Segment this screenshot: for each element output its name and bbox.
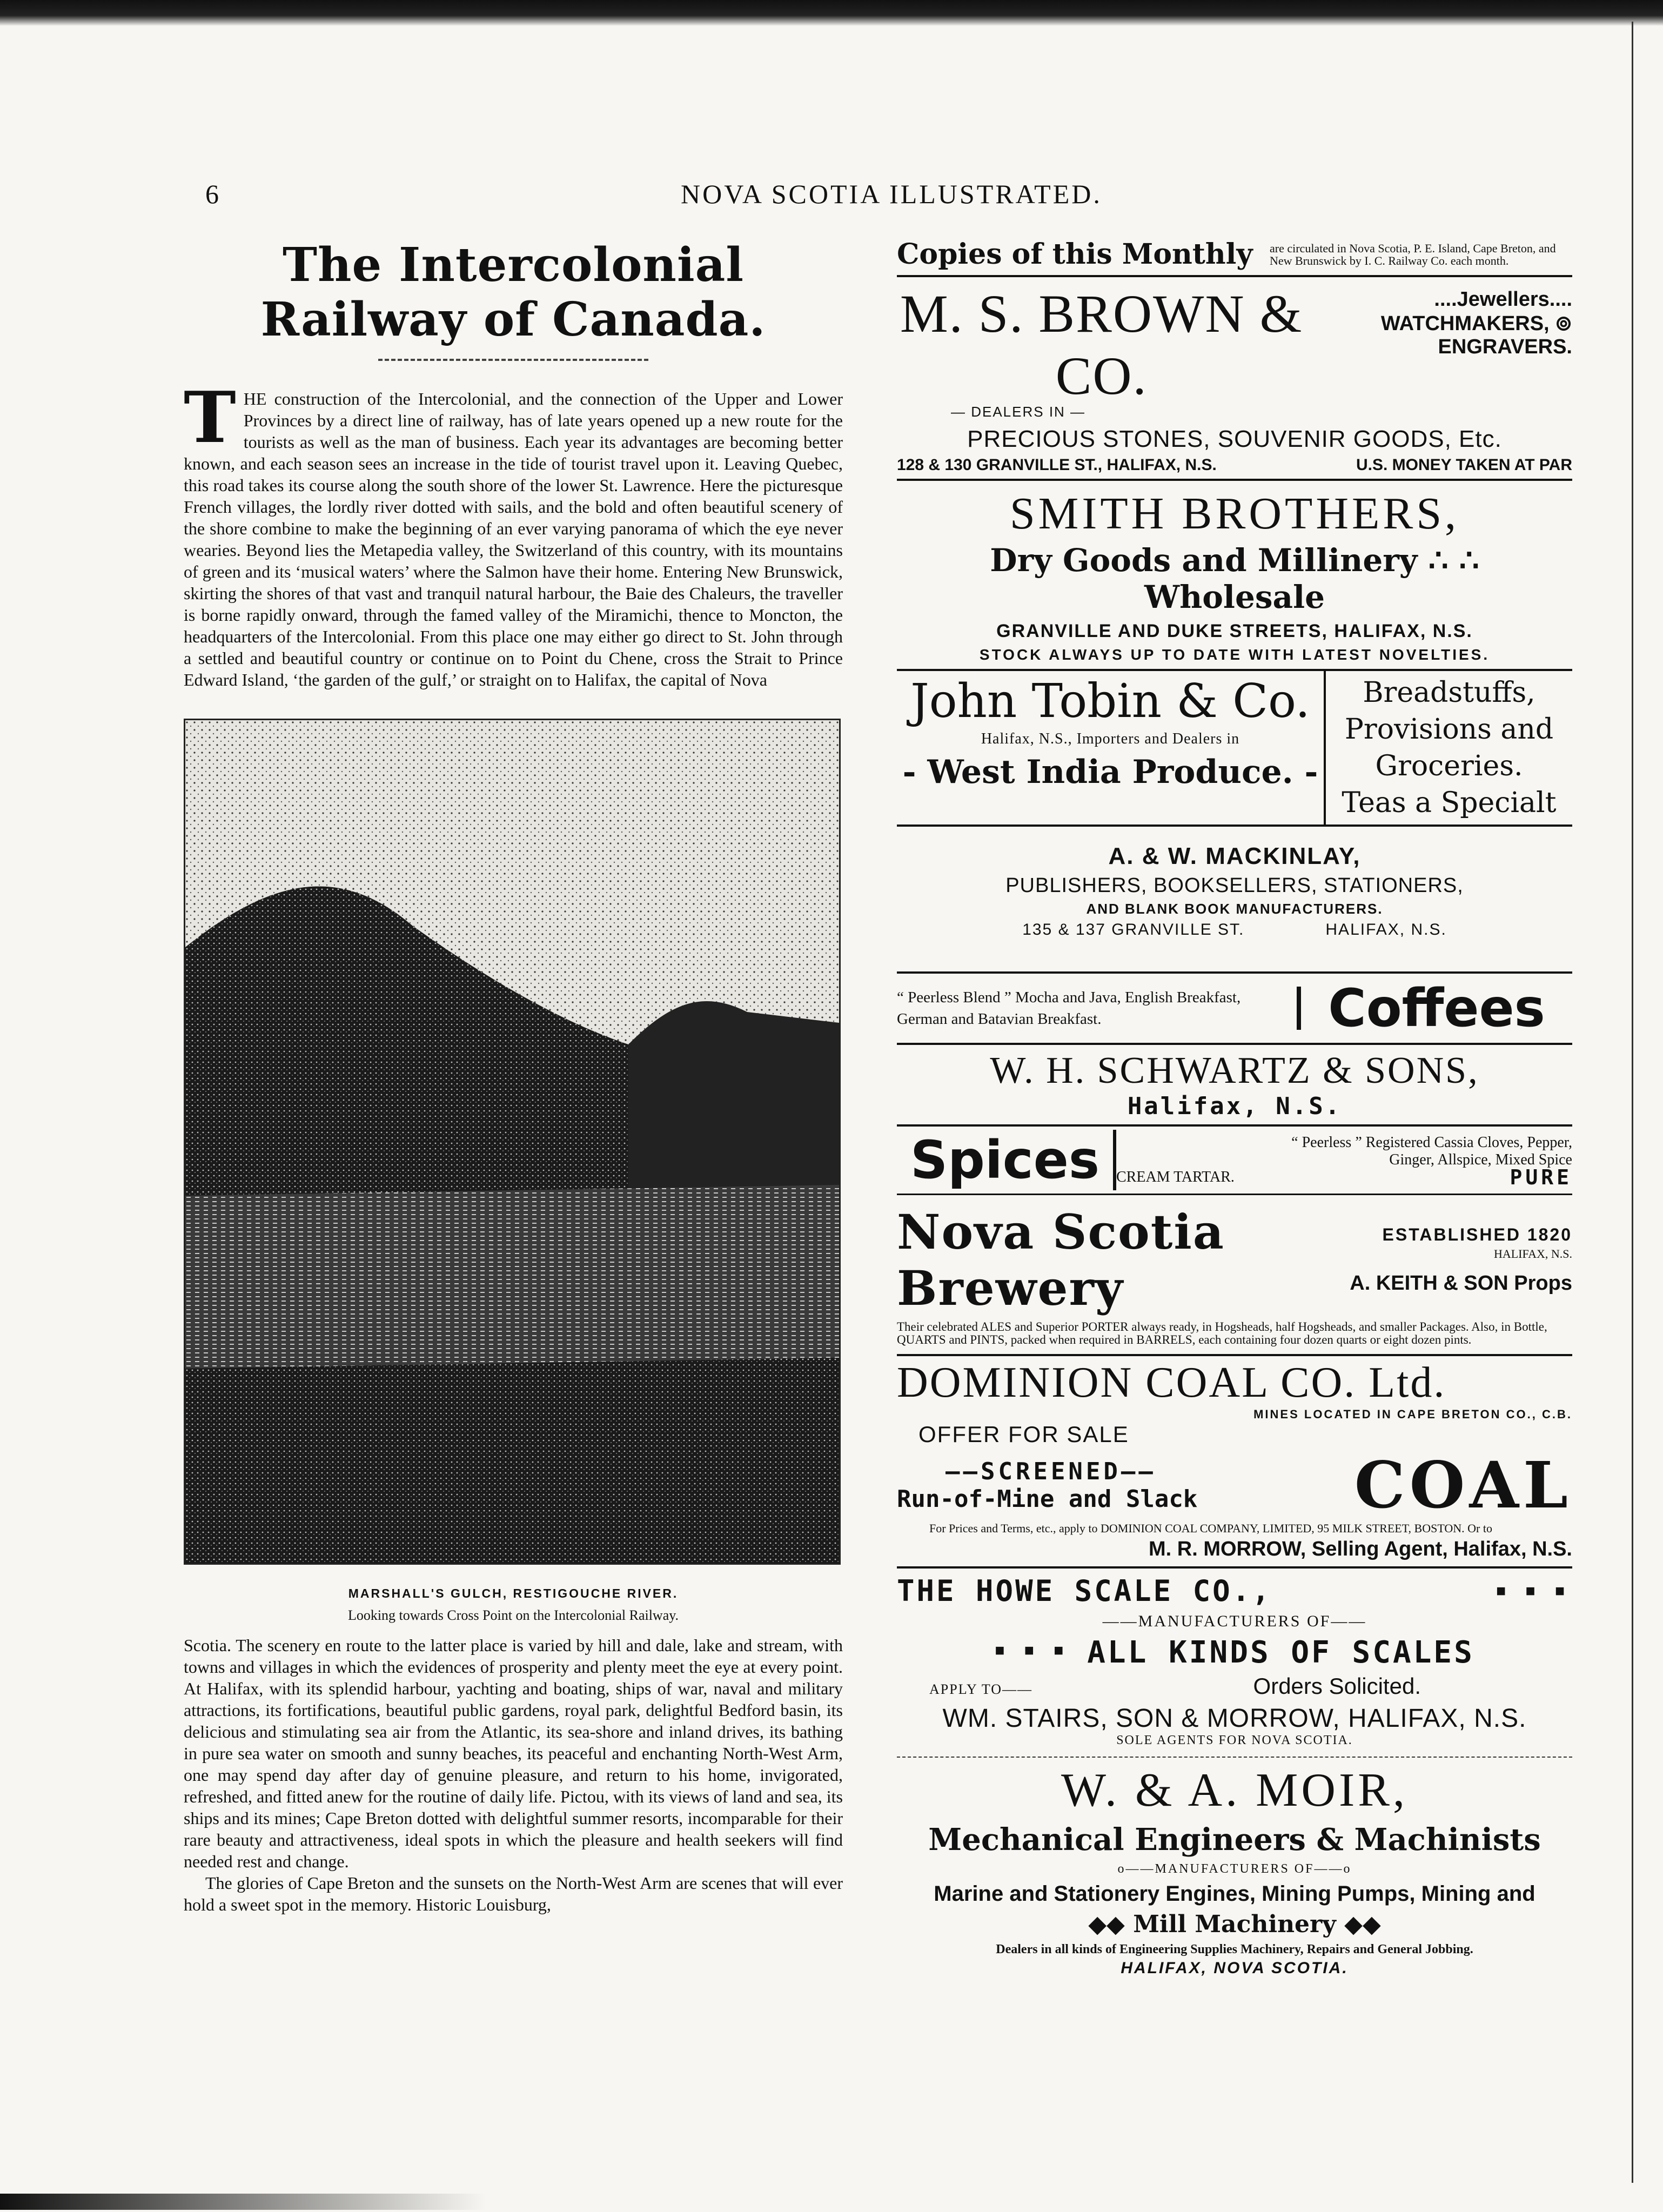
brewery-name: Nova Scotia Brewery [897, 1204, 1225, 1316]
schwartz-name: W. H. SCHWARTZ & SONS, [990, 1050, 1479, 1091]
ad-ms-brown [897, 283, 1572, 474]
brown-name: M. S. BROWN & CO. [900, 284, 1303, 406]
tobin-breadstuffs: Breadstuffs, [1363, 676, 1535, 709]
photo-marshalls-gulch [184, 719, 841, 1565]
photo-caption: MARSHALL'S GULCH, RESTIGOUCHE RIVER. [348, 1586, 679, 1600]
ad-john-tobin [897, 669, 1572, 827]
ad-schwartz-name [897, 1049, 1572, 1120]
copies-heading: Copies of this Monthly [897, 238, 1253, 271]
dominion-offer: OFFER FOR SALE [918, 1422, 1129, 1447]
running-title: NOVA SCOTIA ILLUSTRATED. [681, 179, 1102, 209]
ad-moir [897, 1757, 1572, 1978]
square-ornaments: ■ ■ ■ [995, 1641, 1071, 1659]
mackinlay-address: 135 & 137 GRANVILLE ST. [1022, 921, 1245, 939]
scan-edge-top [0, 0, 1663, 26]
diamond-ornament: ◆◆ [1088, 1911, 1134, 1938]
dominion-prices: For Prices and Terms, etc., apply to DOMINION COAL COMPANY, LIMITED, 95 MILK STREET, BOSTON. Or to [929, 1521, 1492, 1535]
howe-apply: APPLY TO—— [929, 1681, 1033, 1697]
article-paragraph-2: Scotia. The scenery en route to the latter place is varied by hill and dale, lake and stream, with towns and villages in which the evidences of prosperity and plenty meet the eye at every point. At Halifax, with its splendid harbour, yachting and boating, ships of war, naval and military attractions, its fortifications, beautiful public gardens, royal park, delightful Bedford basin, its delicious and stimulating sea air from the Atlantic, its sea-shore and inland drives, its bathing in pure sea water on smooth and sunny beaches, its peaceful and enchanting North-West Arm, one may spend day after day of genuine pleasure, and return to his home, invigorated, refreshed, and fitted anew for the routine of daily life. Pictou, with its views of land and sea, its ships and its mines; Cape Breton dotted with delightful summer resorts, incomparable for their rare beauty and attractiveness, ideal spots in which the pleasure and health seekers will find needed rest and change. [184, 1635, 843, 1871]
tobin-groceries: Groceries. [1375, 750, 1523, 782]
smith-name: SMITH BROTHERS, [1009, 488, 1460, 539]
ad-smith-brothers [897, 487, 1572, 663]
scan-edge-right [1632, 22, 1660, 2183]
moir-city: HALIFAX, NOVA SCOTIA. [1121, 1959, 1349, 1977]
landscape-illustration [185, 720, 839, 1563]
tobin-provisions: Provisions and [1344, 713, 1554, 746]
brown-goods: PRECIOUS STONES, SOUVENIR GOODS, Etc. [967, 426, 1502, 452]
divider [897, 275, 1572, 277]
ad-schwartz-coffees [897, 971, 1572, 1038]
article-paragraph-1 [184, 376, 843, 691]
brewery-props: A. KEITH & SON Props [1350, 1272, 1572, 1295]
mackinlay-name: A. & W. MACKINLAY, [1108, 843, 1361, 869]
cream-tartar: CREAM TARTAR. [1116, 1169, 1235, 1185]
ad-mackinlay [897, 843, 1572, 939]
paragraph-text: HE construction of the Intercolonial, and the connection of the Upper and Lower Provinces by a direct line of railway, has of late years opened up a new route for the tourists as well as the man of business. Each year its advantages are becoming better known, and each season sees an increase in the tide of tourist travel upon it. Leaving Quebec, this road takes its course along the south shore of the lower St. Lawrence. Here the picturesque French villages, the lordly river dotted with sails, and the bold and often beautiful scenery of the shore combine to make the beginning of an ever varying panorama of which the eye never wearies. Beyond lies the Metapedia valley, the Switzerland of this country, with its mountains of green and its ‘musical waters’ where the Salmon have their home. Entering New Brunswick, skirting the shores of that vast and tranquil natural harbour, the Baie des Chaleurs, the traveller is borne rapidly onward, through the famed valley of the Miramichi, thence to Moncton, the headquarters of the Intercolonial. From this place one may either go direct to St. John through a settled and beautiful country or continue on to Point du Chene, cross the Strait to Prince Edward Island, ‘the garden of the gulf,’ or straight on to Halifax, the capital of Nova [184, 389, 843, 689]
ad-howe-scale [897, 1566, 1572, 1748]
coffee-text: “ Peerless Blend ” Mocha and Java, English Breakfast, German and Batavian Breakfast. [897, 987, 1301, 1030]
ad-dominion-coal [897, 1354, 1572, 1561]
diamond-ornament: ◆◆ [1336, 1911, 1381, 1938]
howe-manufacturers: ——MANUFACTURERS OF—— [1102, 1612, 1367, 1630]
spice-line-2: Ginger, Allspice, Mixed Spice [1389, 1151, 1572, 1168]
moir-manufacturers: o——MANUFACTURERS OF——o [1117, 1862, 1352, 1876]
title-divider [378, 359, 648, 361]
spices-heading: Spices [897, 1130, 1116, 1190]
smith-street: GRANVILLE AND DUKE STREETS, HALIFAX, N.S. [996, 621, 1473, 641]
ad-brewery [897, 1204, 1572, 1346]
moir-mill [897, 1911, 1572, 1938]
howe-name: THE HOWE SCALE CO., [897, 1574, 1272, 1608]
mackinlay-trades: PUBLISHERS, BOOKSELLERS, STATIONERS, [1005, 874, 1464, 897]
brown-jewellers: ....Jewellers.... [1434, 288, 1572, 311]
sole-agents: SOLE AGENTS FOR NOVA SCOTIA. [1116, 1733, 1353, 1747]
dominion-agent: M. R. MORROW, Selling Agent, Halifax, N.S. [1149, 1538, 1572, 1560]
square-ornaments: ■ ■ ■ [1496, 1581, 1572, 1600]
howe-all-kinds: ALL KINDS OF SCALES [1087, 1635, 1474, 1670]
dominion-screened: ——SCREENED—— [946, 1457, 1156, 1485]
article-title: The Intercolonial Railway of Canada. [260, 238, 766, 347]
smith-line: Dry Goods and Millinery ∴ ∴ Wholesale [990, 542, 1479, 615]
article-column [184, 227, 843, 1915]
moir-dealers: Dealers in all kinds of Engineering Supplies Machinery, Repairs and General Jobbing. [996, 1942, 1473, 1956]
pure-label: PURE [1510, 1165, 1572, 1189]
brewery-city: HALIFAX, N.S. [1493, 1247, 1572, 1261]
copies-text: are circulated in Nova Scotia, P. E. Island, Cape Breton, and New Brunswick by I. C. Railway Co. each month. [1270, 241, 1556, 267]
dominion-name: DOMINION COAL CO. Ltd. [897, 1354, 1572, 1407]
mackinlay-blank: AND BLANK BOOK MANUFACTURERS. [1086, 901, 1383, 917]
dropcap: T [184, 376, 236, 459]
tobin-teas: Teas a Specialt [1342, 787, 1557, 819]
brewery-description: Their celebrated ALES and Superior PORTER always ready, in Hogsheads, half Hogsheads, and smaller Packages. Also, in Bottle, QUARTS and PINTS, packed when required in BARRELS, each containing four dozen quarts or eight dozen pints. [897, 1320, 1547, 1346]
mackinlay-city: HALIFAX, N.S. [1325, 921, 1447, 939]
brown-dealers: — DEALERS IN — [951, 404, 1086, 420]
brewery-established: ESTABLISHED 1820 [1382, 1225, 1572, 1244]
ad-copies-notice [897, 238, 1572, 271]
smith-stock: STOCK ALWAYS UP TO DATE WITH LATEST NOVELTIES. [979, 646, 1490, 663]
howe-orders: Orders Solicited. [1253, 1673, 1421, 1699]
schwartz-city: Halifax, N.S. [1127, 1092, 1342, 1120]
article-paragraph-3: The glories of Cape Breton and the sunsets on the North-West Arm are scenes that will ever hold a sweet spot in the memory. Historic Louisburg, [184, 1873, 843, 1914]
page-number: 6 [205, 179, 221, 209]
tobin-name: John Tobin & Co. [910, 674, 1310, 728]
brown-address: 128 & 130 GRANVILLE ST., HALIFAX, N.S. [897, 456, 1217, 474]
spice-line-1: “ Peerless ” Registered Cassia Cloves, Pepper, [1291, 1134, 1572, 1151]
photo-subcaption: Looking towards Cross Point on the Intercolonial Railway. [347, 1607, 679, 1623]
dominion-run: Run-of-Mine and Slack [897, 1485, 1198, 1513]
dominion-mines: MINES LOCATED IN CAPE BRETON CO., C.B. [1253, 1407, 1572, 1421]
stairs-name: WM. STAIRS, SON & MORROW, HALIFAX, N.S. [942, 1704, 1527, 1733]
dominion-coal: COAL [1354, 1447, 1572, 1523]
brown-watchmakers: WATCHMAKERS, ⊚ ENGRAVERS. [1380, 312, 1572, 358]
scan-edge-bottom [0, 2194, 486, 2210]
advertisements-column [897, 238, 1572, 1978]
moir-products: Marine and Stationery Engines, Mining Pumps, Mining and [934, 1882, 1535, 1906]
divider [897, 1043, 1572, 1045]
tobin-produce: - West India Produce. - [902, 753, 1318, 791]
ad-schwartz-spices [897, 1124, 1572, 1195]
coffees-heading: Coffees [1328, 978, 1545, 1038]
divider [897, 479, 1572, 481]
tobin-sub: Halifax, N.S., Importers and Dealers in [981, 730, 1240, 747]
brown-money: U.S. MONEY TAKEN AT PAR [1356, 456, 1572, 474]
mill-text: Mill Machinery [1133, 1911, 1336, 1938]
moir-trades: Mechanical Engineers & Machinists [928, 1822, 1541, 1858]
moir-name: W. & A. MOIR, [897, 1757, 1572, 1818]
